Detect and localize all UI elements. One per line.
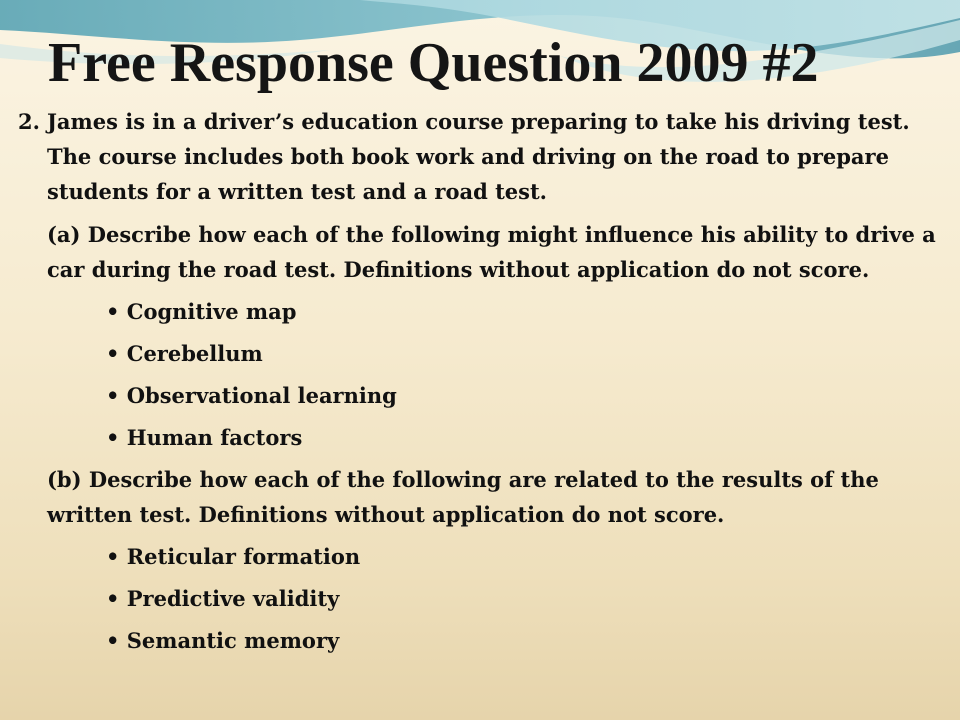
part-b-bullet-reticular-formation: • Reticular formation xyxy=(106,544,361,569)
part-a-bullet-cerebellum: • Cerebellum xyxy=(106,341,263,366)
part-a-prompt: (a) Describe how each of the following might influence his ability to drive a car during the road test. Definitions without application do not score. xyxy=(47,222,936,282)
part-a-bullet-cognitive-map: • Cognitive map xyxy=(106,299,297,324)
slide-title: Free Response Question 2009 #2 xyxy=(48,32,819,94)
question-text: James is in a driver’s education course preparing to take his driving test. The course includes both book work and driving on the road to prepare students for a written test and a road test. xyxy=(47,109,910,204)
part-b-bullet-predictive-validity: • Predictive validity xyxy=(106,586,340,611)
part-a-bullet-observational-learning: • Observational learning xyxy=(106,383,397,408)
question-number: 2. xyxy=(18,109,40,134)
question-intro xyxy=(18,104,942,209)
part-a-bullet-human-factors: • Human factors xyxy=(106,425,303,450)
part-b-prompt: (b) Describe how each of the following are related to the results of the written test. Definitions without application do not score. xyxy=(47,467,879,527)
part-b-bullet-semantic-memory: • Semantic memory xyxy=(106,628,340,653)
question-body xyxy=(18,104,942,658)
